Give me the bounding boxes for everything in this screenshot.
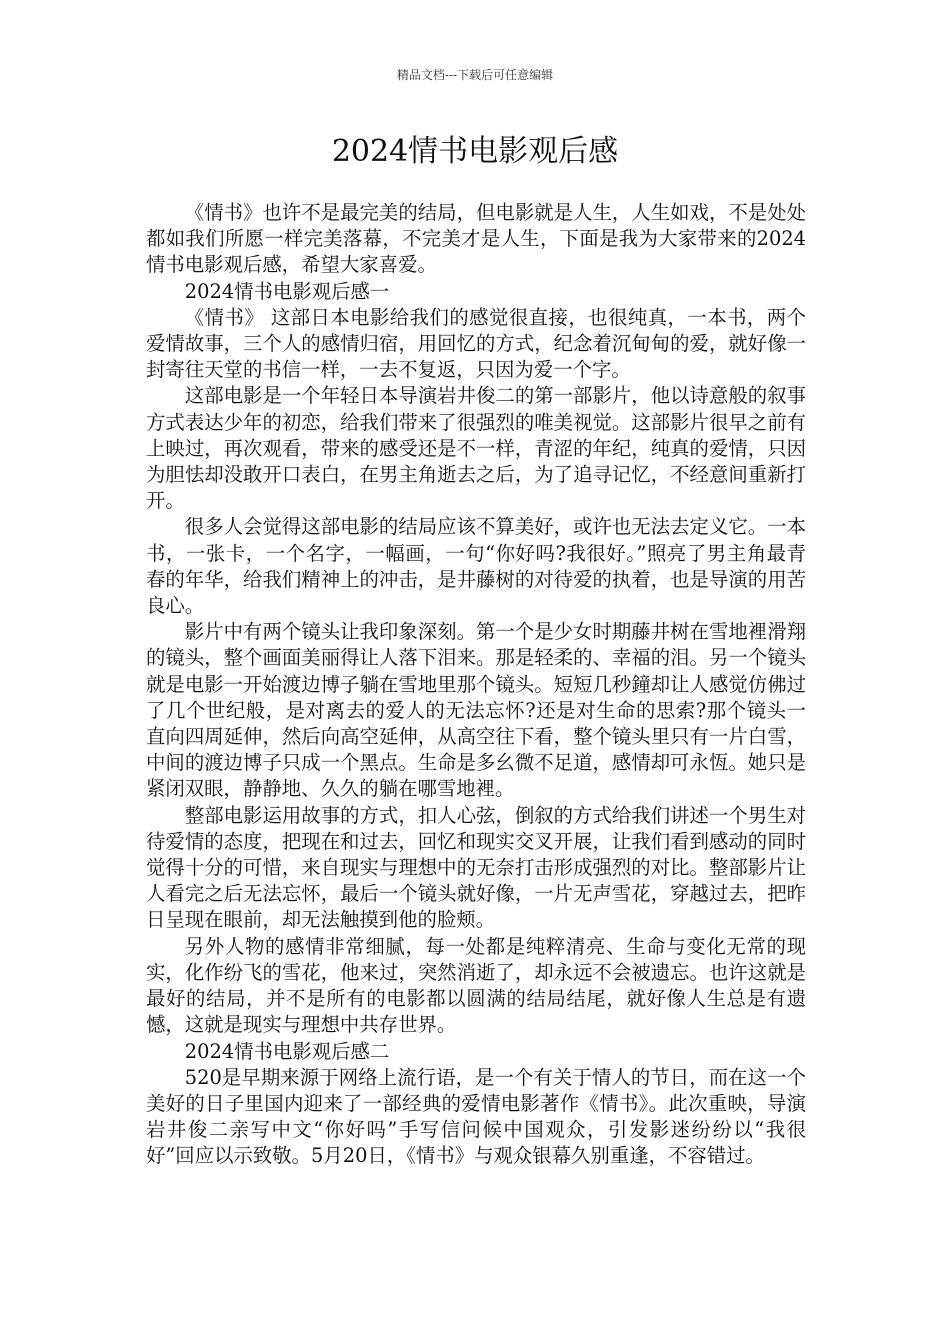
section-heading-1: 2024情书电影观后感一 — [184, 279, 390, 303]
section-heading-2: 2024情书电影观后感二 — [184, 1039, 390, 1063]
paragraph: 《情书》 这部日本电影给我们的感觉很直接，也很纯真，一本书，两个爱情故事，三个人的感情归宿，用回忆的方式，纪念着沉甸甸的爱，就好像一封寄往天堂的书信一样，一去不复返，只因为爱一个字。 — [146, 305, 806, 382]
paragraph: 520是早期来源于网络上流行语，是一个有关于情人的节日，而在这一个美好的日子里国内迎来了一部经典的爱情电影著作《情书》。此次重映，导演岩井俊二亲写中文“你好吗”手写信问候中国观众，引发影迷纷纷以“我很好”回应以示致敬。5月20日，《情书》与观众银幕久别重逢，不容错过。 — [146, 1065, 806, 1168]
paragraph: 影片中有两个镜头让我印象深刻。第一个是少女时期藤井树在雪地裡滑翔的镜头，整个画面美丽得让人落下泪来。那是轻柔的、幸福的泪。另一个镜头就是电影一开始渡边博子躺在雪地里那个镜头。短短几秒鐘却让人感觉仿佛过了几个世纪般，是对离去的爱人的无法忘怀?还是对生命的思索?那个镜头一直向四周延伸，然后向高空延伸，从高空往下看，整个镜头里只有一片白雪，中间的渡边博子只成一个黑点。生命是多幺微不足道，感情却可永恆。她只是紧闭双眼，静静地、久久的躺在哪雪地裡。 — [146, 620, 806, 801]
paragraph: 另外人物的感情非常细腻，每一处都是纯粹清亮、生命与变化无常的现实，化作纷飞的雪花，他来过，突然消逝了，却永远不会被遗忘。也许这就是最好的结局，并不是所有的电影都以圆满的结局结尾，就好像人生总是有遗憾，这就是现实与理想中共存世界。 — [146, 934, 806, 1037]
paragraph: 很多人会觉得这部电影的结局应该不算美好，或许也无法去定义它。一本书，一张卡，一个名字，一幅画，一句“你好吗?我很好。”照亮了男主角最青春的年华，给我们精神上的冲击，是井藤树的对待爱的执着，也是导演的用苦良心。 — [146, 515, 806, 618]
paragraph: 这部电影是一个年轻日本导演岩井俊二的第一部影片，他以诗意般的叙事方式表达少年的初恋，给我们带来了很强烈的唯美视觉。这部影片很早之前有上映过，再次观看，带来的感受还是不一样，青涩的年纪，纯真的爱情，只因为胆怯却没敢开口表白，在男主角逝去之后，为了追寻记忆，不经意间重新打开。 — [146, 384, 806, 513]
document-body — [146, 200, 806, 1170]
paragraph-intro: 《情书》也许不是最完美的结局，但电影就是人生，人生如戏，不是处处都如我们所愿一样完美落幕，不完美才是人生，下面是我为大家带来的2024情书电影观后感，希望大家喜爱。 — [146, 201, 806, 277]
page-header: 精品文档---下载后可任意编辑 — [396, 68, 554, 82]
paragraph: 整部电影运用故事的方式，扣人心弦，倒叙的方式给我们讲述一个男生对待爱情的态度，把现在和过去，回忆和现实交叉开展，让我们看到感动的同时觉得十分的可惜，来自现实与理想中的无奈打击形成强烈的对比。整部影片让人看完之后无法忘怀，最后一个镜头就好像，一片无声雪花，穿越过去，把昨日呈现在眼前，却无法触摸到他的脸颊。 — [146, 803, 806, 932]
document-title: 2024情书电影观后感 — [331, 134, 619, 169]
